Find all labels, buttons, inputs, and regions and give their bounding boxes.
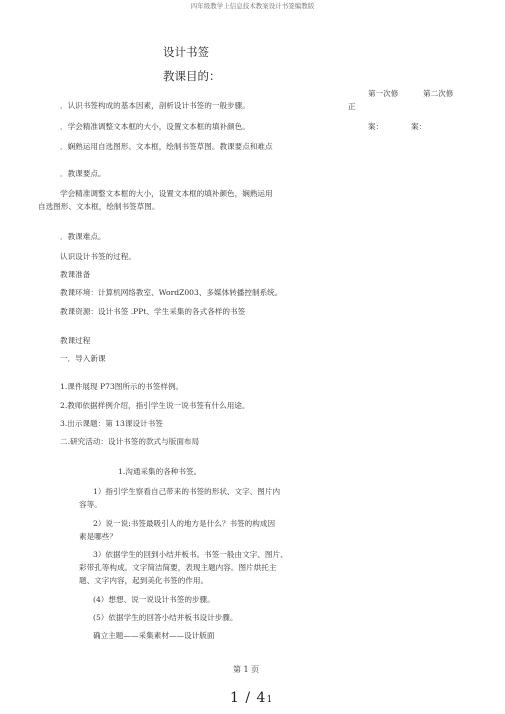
body-line: 确立主题——采集素材——设计版面	[93, 631, 215, 640]
body-line: 教课准备	[60, 270, 91, 279]
body-line: 彩带孔等构成。文字简洁简要，表现主题内容。图片烘托主	[79, 563, 277, 572]
body-line: 3）依据学生的回到小结并板书。书签一般由文字、图片、	[93, 550, 288, 559]
current-page: 1	[230, 690, 240, 706]
body-line: 教课资源：设计书签 .PPt、学生采集的各式各样的书签	[60, 307, 246, 316]
body-line: ．娴熟运用自选图形、文本框，绘制书签草图。教课要点和难点	[60, 142, 273, 151]
total-pages: 41	[256, 690, 274, 706]
body-line: 学会精准调整文本框的大小，设置文本框的填补颜色，娴熟运用	[60, 189, 273, 198]
body-line: ．教课难点。	[60, 232, 106, 241]
body-line: 教课环境：计算机网络教室、WordZ003、多媒体转播控制系统。	[60, 288, 283, 297]
document-title: 设计书签	[163, 45, 209, 59]
body-line: (4）想想、说一说设计书签的步骤。	[93, 595, 215, 604]
page-indicator	[230, 690, 273, 706]
body-line: (5）依据学生的回答小结并板书设计步骤。	[93, 613, 238, 622]
body-line: 2）说一说:书签最吸引人的地方是什么？书签的构成因	[93, 519, 276, 528]
section-heading: 二.研究活动：设计书签的款式与版面布局	[60, 437, 200, 446]
body-line: 1）指引学生察看自己带来的书签的形状、文字、图片内	[93, 487, 281, 496]
page-footer: 第 1 页	[233, 665, 260, 674]
body-line: 素是哪些？	[79, 532, 117, 541]
body-line: 1.沟通采集的各种书签。	[118, 467, 202, 476]
body-line: 自选图形、文本框，绘制书签草图。	[38, 202, 160, 211]
revision-2-label: 第二次修	[423, 89, 454, 98]
revision-1-label: 第一次修	[368, 89, 399, 98]
revision-2-case: 案：	[411, 122, 427, 131]
body-line: 题、文字内容，起到美化书签的作用。	[79, 576, 209, 585]
revision-label-cont: 正	[348, 102, 356, 111]
body-line: ．认识书签构成的基本因素，剖析设计书签的一般步骤。	[60, 101, 250, 110]
section-heading: 教课过程	[60, 336, 91, 345]
objective-heading: 教课目的：	[163, 69, 221, 83]
page-separator: /	[245, 690, 252, 706]
revision-1-case: 案：	[368, 122, 384, 131]
body-line: ．教课要点。	[60, 169, 106, 178]
body-line: ．学会精准调整文本框的大小，设置文本框的填补颜色。	[60, 122, 250, 131]
body-line: 2.教师依据样例介绍，指引学生说一说书签有什么用途。	[60, 401, 250, 410]
body-line: 3.出示课题：第 13课设计书签	[60, 419, 163, 428]
section-heading: 一．导入新课	[60, 354, 106, 363]
body-line: 1.课件展现 P73图所示的书签样例。	[60, 382, 184, 391]
body-line: 容等。	[79, 500, 102, 509]
page-header: 四年级教学上信息技术教案设计书签编教版	[190, 2, 315, 10]
body-line: 认识设计书签的过程。	[60, 252, 136, 261]
